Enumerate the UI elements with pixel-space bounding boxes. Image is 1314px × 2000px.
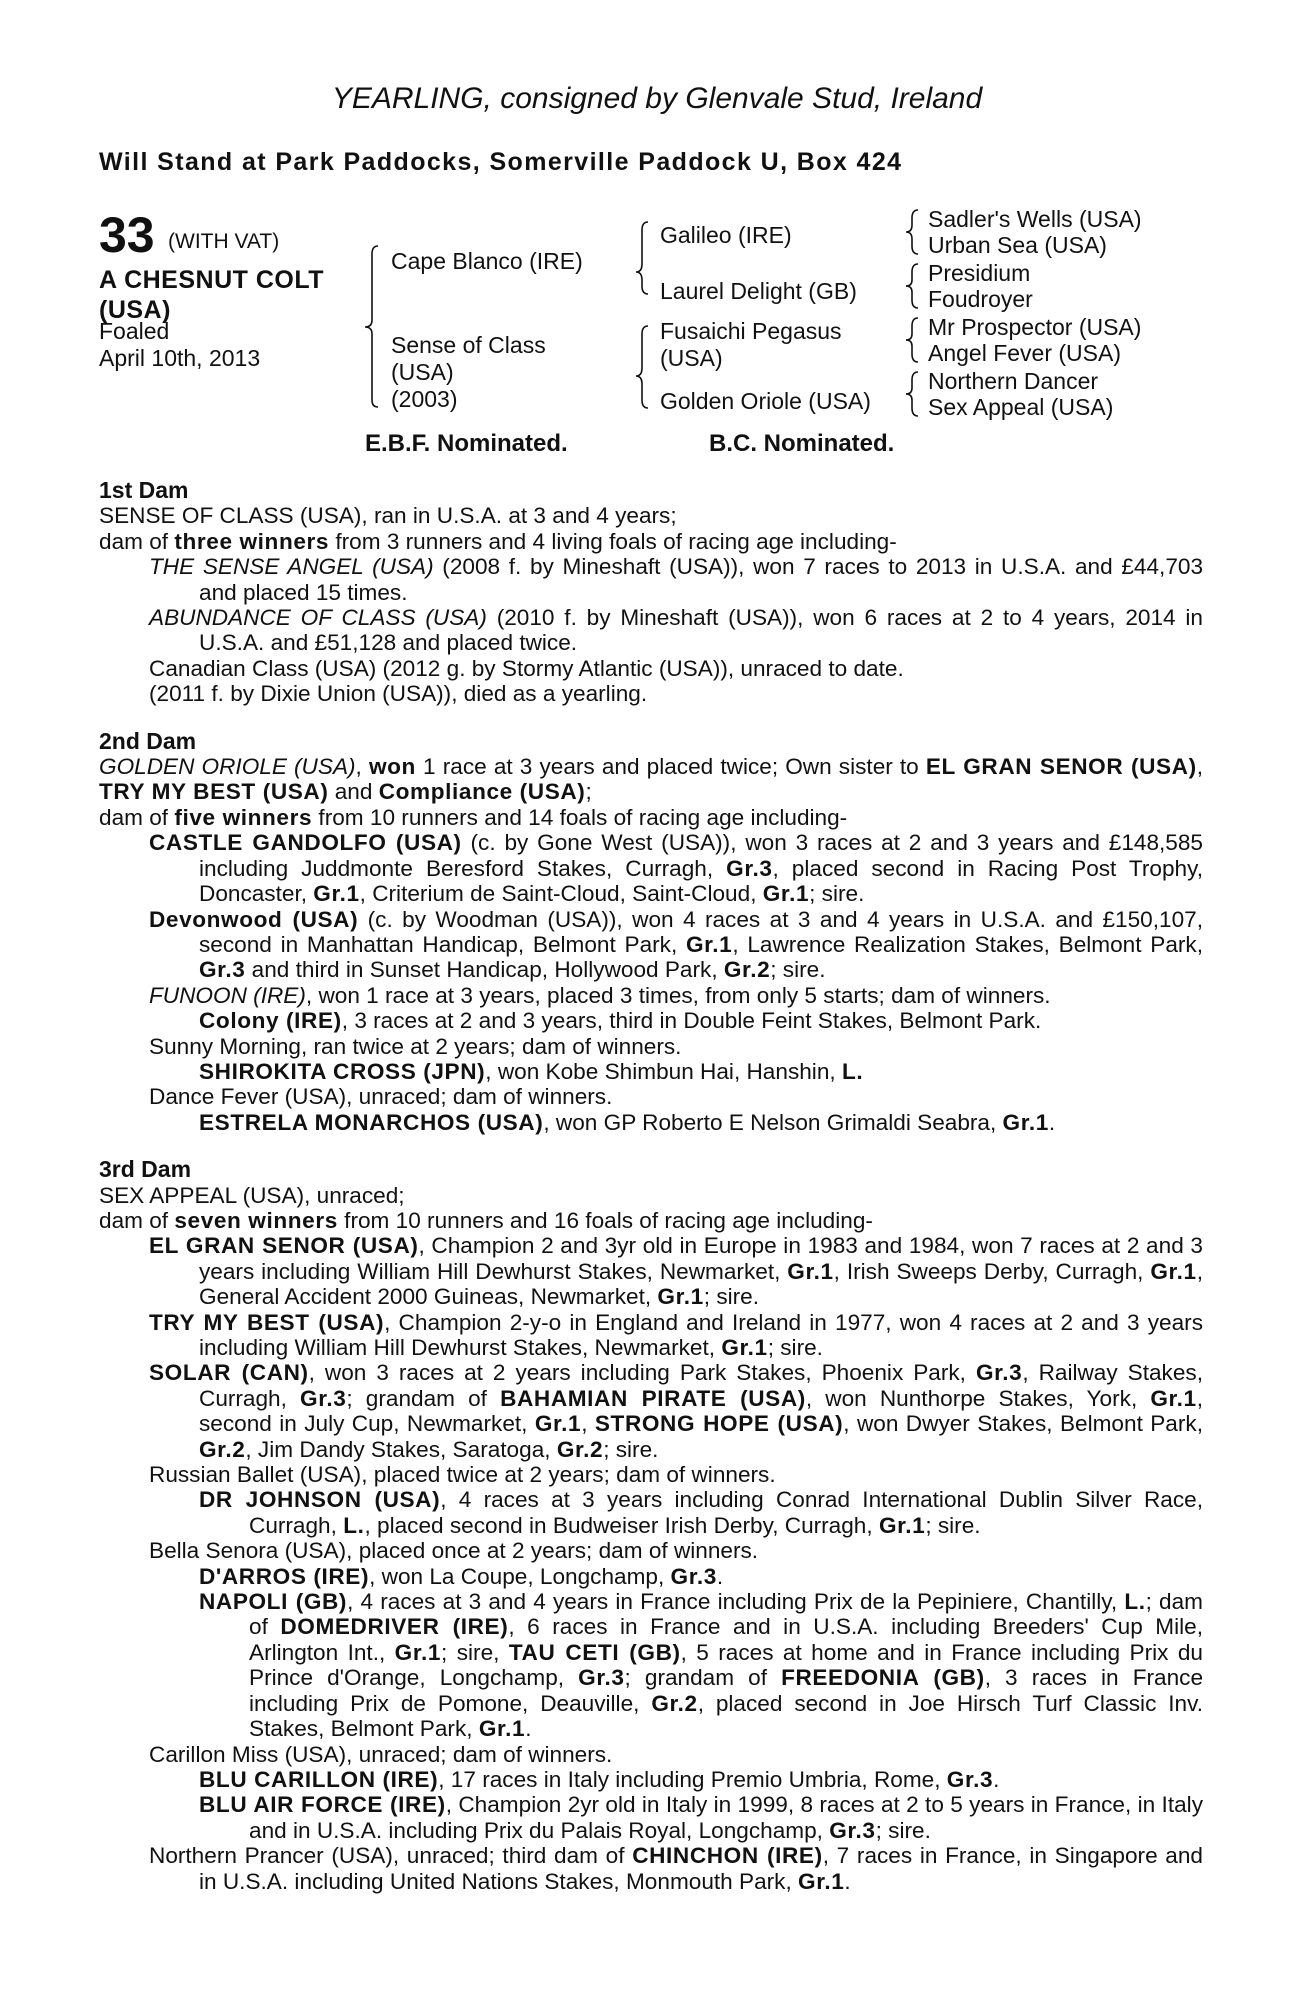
pedigree-dam: [391, 332, 546, 413]
pedigree-dam-sire-line1: Fusaichi Pegasus: [660, 318, 842, 344]
foaled-date: April 10th, 2013: [99, 345, 261, 371]
first-dam-heading: 1st Dam: [99, 477, 189, 503]
vat-note: (WITH VAT): [168, 230, 280, 253]
pedigree-g3-5: Mr Prospector (USA): [928, 314, 1142, 340]
pedigree-g3-3: Presidium: [928, 260, 1031, 286]
first-dam-foal: Canadian Class (USA) (2012 g. by Stormy Atlantic (USA)), unraced to date.: [149, 655, 904, 681]
second-dam-heading: 2nd Dam: [99, 727, 197, 754]
ebf-nominated: E.B.F. Nominated.: [365, 430, 568, 457]
first-dam-summary: SENSE OF CLASS (USA), ran in U.S.A. at 3 and 4 years;: [99, 503, 677, 529]
pedigree-g3-7: Northern Dancer: [928, 368, 1099, 394]
pedigree-dam-sire-line2: (USA): [660, 345, 723, 371]
second-dam-grandfoal: ESTRELA MONARCHOS (USA), won GP Roberto E Nelson Grimaldi Seabra, Gr.1.: [199, 1109, 1056, 1135]
third-dam-grandfoal: BLU AIR FORCE (IRE), Champion 2yr old in Italy in 1999, 8 races at 2 to 5 years in France, in Italy and in U.S.A. including Prix du Palais Royal, Longchamp, Gr.3; sire.: [199, 1792, 1203, 1843]
second-dam-grandfoal: Colony (IRE), 3 races at 2 and 3 years, third in Double Feint Stakes, Belmont Park.: [199, 1008, 1042, 1034]
second-dam-summary: GOLDEN ORIOLE (USA), won 1 race at 3 years and placed twice; Own sister to EL GRAN SENOR (USA), TRY MY BEST (USA) and Compliance (USA);: [99, 754, 1204, 805]
second-dam-foal: Sunny Morning, ran twice at 2 years; dam of winners.: [149, 1033, 682, 1059]
third-dam-heading: 3rd Dam: [99, 1156, 192, 1183]
first-dam-produce: dam of three winners from 3 runners and 4 living foals of racing age including-: [99, 528, 897, 554]
third-dam-produce: dam of seven winners from 10 runners and 16 foals of racing age including-: [99, 1207, 873, 1233]
pedigree-dam-line3: (2003): [391, 386, 458, 412]
third-dam-grandfoal: BLU CARILLON (IRE), 17 races in Italy including Premio Umbria, Rome, Gr.3.: [199, 1766, 1000, 1792]
lot-description-line2: (USA): [99, 296, 171, 324]
third-dam-foal: Bella Senora (USA), placed once at 2 years; dam of winners.: [149, 1538, 759, 1564]
third-dam-summary: SEX APPEAL (USA), unraced;: [99, 1182, 405, 1208]
pedigree-g3-4: Foudroyer: [928, 286, 1033, 312]
third-dam-grandfoal: DR JOHNSON (USA), 4 races at 3 years including Conrad International Dublin Silver Race, Curragh, L., placed second in Budweiser Irish Derby, Curragh, Gr.1; sire.: [199, 1487, 1203, 1538]
second-dam-foal: Devonwood (USA) (c. by Woodman (USA)), won 4 races at 3 and 4 years in U.S.A. and £150,107, second in Manhattan Handicap, Belmont Park, Gr.1, Lawrence Realization Stakes, Belmont Park, Gr.3 and third in Sunset Handicap, Hollywood Park, Gr.2; sire.: [149, 906, 1203, 983]
pedigree-g3-2: Urban Sea (USA): [928, 232, 1107, 258]
second-dam-produce: dam of five winners from 10 runners and 14 foals of racing age including-: [99, 804, 848, 830]
bc-nominated: B.C. Nominated.: [709, 430, 895, 457]
foaled-label: Foaled: [99, 318, 170, 344]
pedigree-sire-sire: Galileo (IRE): [660, 222, 792, 248]
pedigree-notes: [99, 478, 1203, 1894]
second-dam-grandfoal: SHIROKITA CROSS (JPN), won Kobe Shimbun Hai, Hanshin, L.: [199, 1058, 864, 1084]
first-dam-foal: THE SENSE ANGEL (USA) (2008 f. by Mineshaft (USA)), won 7 races to 2013 in U.S.A. and £44,703 and placed 15 times.: [149, 554, 1204, 605]
pedigree-dam-line2: (USA): [391, 359, 454, 385]
third-dam-grandfoal: D'ARROS (IRE), won La Coupe, Longchamp, Gr.3.: [199, 1563, 724, 1589]
third-dam-foal: Carillon Miss (USA), unraced; dam of winners.: [149, 1741, 613, 1767]
pedigree-g3-1: Sadler's Wells (USA): [928, 206, 1142, 232]
pedigree-g3-6: Angel Fever (USA): [928, 340, 1122, 366]
third-dam-foal: Russian Ballet (USA), placed twice at 2 years; dam of winners.: [149, 1462, 776, 1488]
first-dam-foal: ABUNDANCE OF CLASS (USA) (2010 f. by Mineshaft (USA)), won 6 races at 2 to 4 years, 2014 in U.S.A. and £51,128 and placed twice.: [149, 605, 1203, 656]
pedigree-dam-sire: [660, 318, 842, 372]
third-dam-foal: SOLAR (CAN), won 3 races at 2 years including Park Stakes, Phoenix Park, Gr.3, Railway Stakes, Curragh, Gr.3; grandam of BAHAMIAN PIRATE (USA), won Nunthorpe Stakes, York, Gr.1, second in July Cup, Newmarket, Gr.1, STRONG HOPE (USA), won Dwyer Stakes, Belmont Park, Gr.2, Jim Dandy Stakes, Saratoga, Gr.2; sire.: [149, 1360, 1204, 1462]
pedigree-sire-dam: Laurel Delight (GB): [660, 278, 857, 304]
catalogue-header-title: YEARLING, consigned by Glenvale Stud, Ireland: [331, 82, 983, 115]
lot-number: 33: [99, 207, 155, 263]
third-dam-foal: EL GRAN SENOR (USA), Champion 2 and 3yr old in Europe in 1983 and 1984, won 7 races at 2 and 3 years including William Hill Dewhurst Stakes, Newmarket, Gr.1, Irish Sweeps Derby, Curragh, Gr.1, General Accident 2000 Guineas, Newmarket, Gr.1; sire.: [149, 1233, 1204, 1310]
pedigree-sire: Cape Blanco (IRE): [391, 248, 583, 274]
pedigree-g3-8: Sex Appeal (USA): [928, 394, 1114, 420]
first-dam-foal: (2011 f. by Dixie Union (USA)), died as a yearling.: [149, 681, 648, 707]
third-dam-foal: Northern Prancer (USA), unraced; third dam of CHINCHON (IRE), 7 races in France, in Singapore and in U.S.A. including United Nations Stakes, Monmouth Park, Gr.1.: [149, 1843, 1204, 1894]
pedigree-dam-line1: Sense of Class: [391, 332, 546, 358]
second-dam-foal: FUNOON (IRE), won 1 race at 3 years, placed 3 times, from only 5 starts; dam of winners.: [149, 982, 1051, 1008]
third-dam-foal: TRY MY BEST (USA), Champion 2-y-o in England and Ireland in 1977, won 4 races at 2 and 3 years including William Hill Dewhurst Stakes, Newmarket, Gr.1; sire.: [149, 1309, 1204, 1360]
third-dam-grandfoal: NAPOLI (GB), 4 races at 3 and 4 years in France including Prix de la Pepiniere, Chantilly, L.; dam of DOMEDRIVER (IRE), 6 races in France and in U.S.A. including Breeders' Cup Mile, Arlington Int., Gr.1; sire, TAU CETI (GB), 5 races at home and in France including Prix du Prince d'Orange, Longchamp, Gr.3; grandam of FREEDONIA (GB), 3 races in France including Prix de Pomone, Deauville, Gr.2, placed second in Joe Hirsch Turf Classic Inv. Stakes, Belmont Park, Gr.1.: [199, 1589, 1204, 1742]
second-dam-foal: CASTLE GANDOLFO (USA) (c. by Gone West (USA)), won 3 races at 2 and 3 years and £148,585 including Juddmonte Beresford Stakes, Curragh, Gr.3, placed second in Racing Post Trophy, Doncaster, Gr.1, Criterium de Saint-Cloud, Saint-Cloud, Gr.1; sire.: [149, 830, 1203, 907]
second-dam-foal: Dance Fever (USA), unraced; dam of winners.: [149, 1084, 613, 1110]
pedigree-dam-dam: Golden Oriole (USA): [660, 388, 871, 414]
lot-description-line1: A CHESNUT COLT: [99, 266, 325, 294]
stand-location: Will Stand at Park Paddocks, Somerville Paddock U, Box 424: [99, 148, 903, 176]
